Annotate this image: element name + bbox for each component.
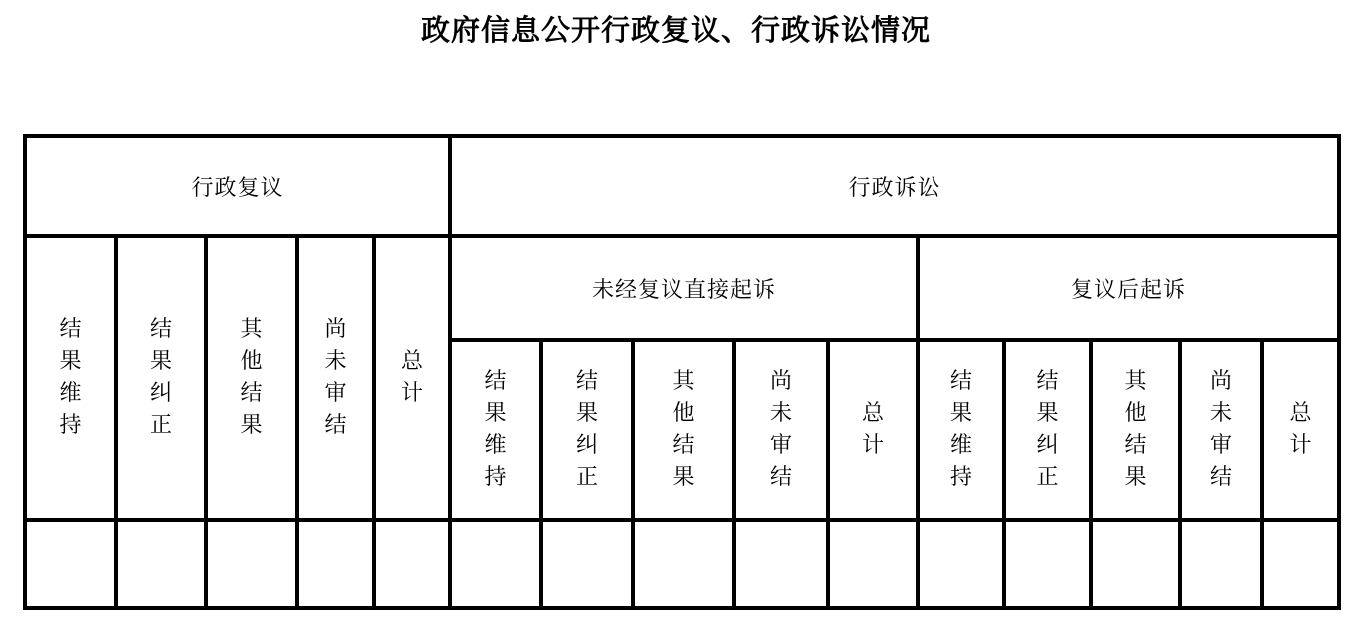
- header-row-2: [25, 236, 1339, 340]
- review-header-cell: [25, 136, 450, 236]
- after-col-header: [1004, 340, 1091, 520]
- review-header: 行政复议: [191, 175, 284, 201]
- review-col-label: 其他结果: [240, 317, 263, 438]
- after-col-label: 结果纠正: [1036, 369, 1059, 490]
- data-cell: [1262, 520, 1339, 608]
- direct-col-label: 尚未审结: [769, 369, 792, 490]
- after-col-header: [1091, 340, 1180, 520]
- data-cell: [1091, 520, 1180, 608]
- data-cell: [633, 520, 734, 608]
- after-col-header: [1180, 340, 1262, 520]
- litigation-header-cell: [450, 136, 1339, 236]
- direct-col-label: 总计: [861, 401, 884, 458]
- data-cell: [541, 520, 633, 608]
- review-col-label: 总计: [400, 349, 423, 406]
- direct-col-label: 其他结果: [672, 369, 695, 490]
- review-col-header: [374, 236, 450, 520]
- review-col-label: 结果维持: [59, 317, 82, 438]
- data-cell: [450, 520, 541, 608]
- after-col-label: 其他结果: [1124, 369, 1147, 490]
- data-cell: [297, 520, 374, 608]
- data-cell: [918, 520, 1004, 608]
- review-col-header: [297, 236, 374, 520]
- data-cell: [1180, 520, 1262, 608]
- data-cell: [734, 520, 828, 608]
- after-review-header-cell: [918, 236, 1339, 340]
- direct-col-header: [541, 340, 633, 520]
- review-col-label: 尚未审结: [324, 317, 347, 438]
- data-cell: [374, 520, 450, 608]
- litigation-header: 行政诉讼: [848, 175, 941, 201]
- direct-col-header: [828, 340, 918, 520]
- direct-col-label: 结果维持: [484, 369, 507, 490]
- review-litigation-table: [23, 134, 1341, 610]
- after-col-label: 结果维持: [949, 369, 972, 490]
- direct-suit-header: 未经复议直接起诉: [591, 277, 776, 303]
- review-col-header: [25, 236, 116, 520]
- page-title: 政府信息公开行政复议、行政诉讼情况: [420, 13, 931, 47]
- after-col-label: 总计: [1289, 401, 1312, 458]
- data-cell: [828, 520, 918, 608]
- review-col-label: 结果纠正: [149, 317, 172, 438]
- data-row: [25, 520, 1339, 608]
- data-cell: [206, 520, 297, 608]
- review-col-header: [206, 236, 297, 520]
- direct-col-header: [734, 340, 828, 520]
- review-col-header: [116, 236, 206, 520]
- header-row-1: [25, 136, 1339, 236]
- data-cell: [25, 520, 116, 608]
- direct-col-label: 结果纠正: [575, 369, 598, 490]
- data-cell: [1004, 520, 1091, 608]
- after-col-header: [918, 340, 1004, 520]
- data-cell: [116, 520, 206, 608]
- after-review-header: 复议后起诉: [1071, 277, 1187, 303]
- after-col-label: 尚未审结: [1209, 369, 1232, 490]
- direct-col-header: [633, 340, 734, 520]
- direct-col-header: [450, 340, 541, 520]
- direct-suit-header-cell: [450, 236, 918, 340]
- after-col-header: [1262, 340, 1339, 520]
